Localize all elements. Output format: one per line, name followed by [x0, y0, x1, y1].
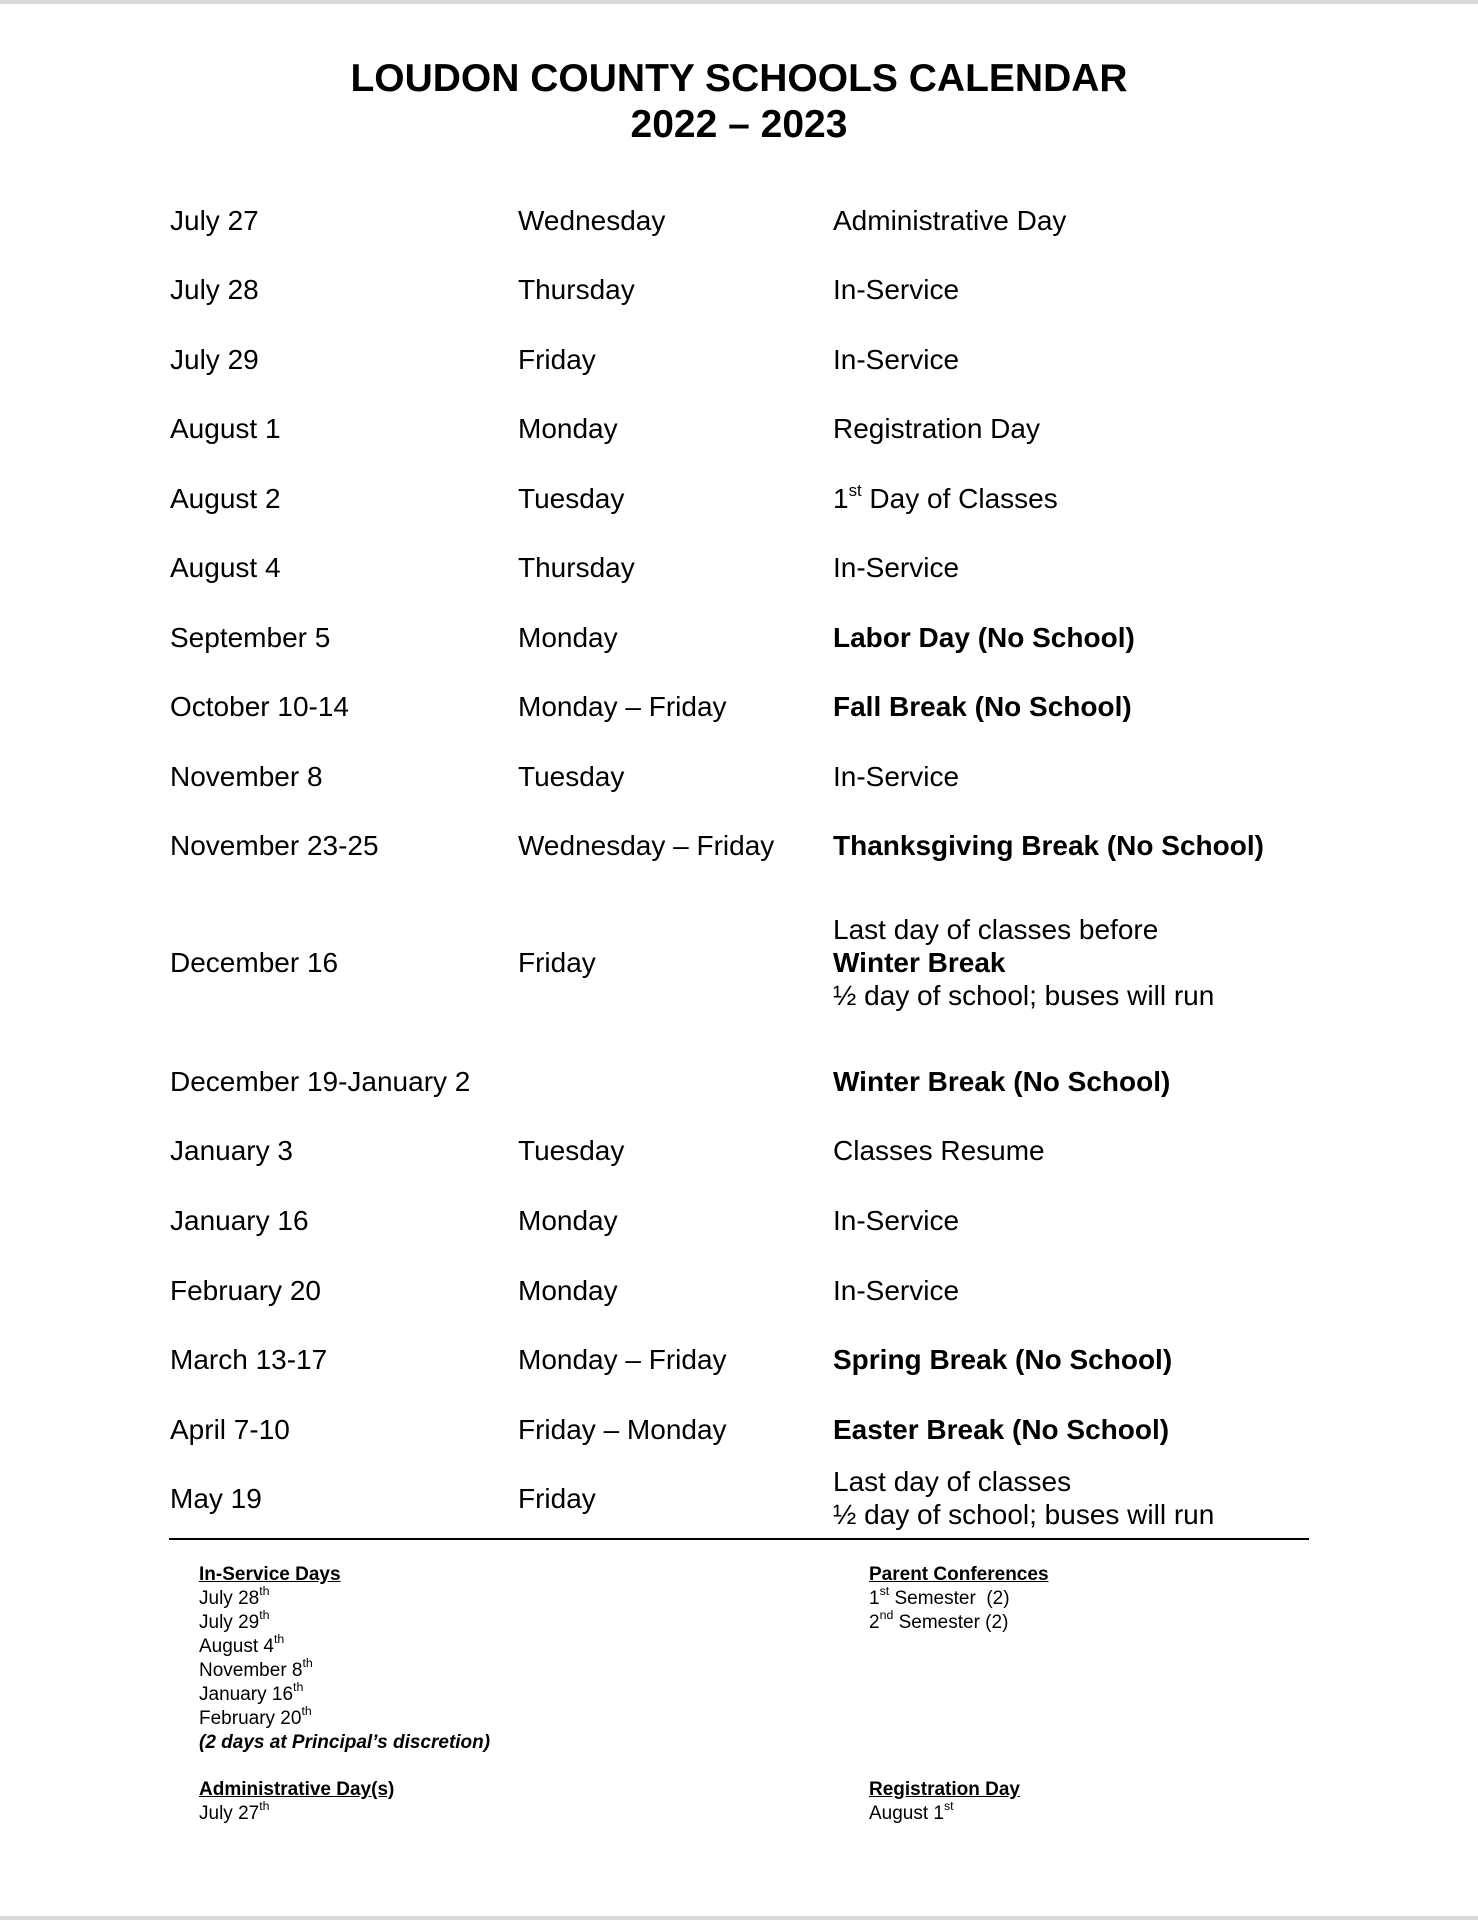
row-date: December 16 — [170, 947, 339, 978]
page-title — [0, 56, 1478, 148]
row-date: October 10-14 — [170, 691, 349, 722]
row-day: Tuesday — [518, 1135, 625, 1166]
row-event: In-Service — [833, 1275, 960, 1306]
registration-day-block — [869, 1778, 1020, 1826]
row-day: Tuesday — [518, 483, 625, 514]
row-event-line: Last day of classes — [833, 1466, 1072, 1497]
row-day: Monday — [518, 413, 618, 444]
row-event: Thanksgiving Break (No School) — [833, 830, 1264, 861]
row-event: In-Service — [833, 552, 960, 583]
inservice-item: August 4th — [199, 1632, 285, 1657]
registration-item: August 1st — [869, 1799, 954, 1824]
row-date: November 8 — [170, 761, 323, 792]
conference-item: 1st Semester (2) — [869, 1584, 1010, 1609]
row-date: August 2 — [170, 483, 281, 514]
inservice-item: July 29th — [199, 1608, 270, 1633]
row-event: Labor Day (No School) — [833, 622, 1135, 653]
row-day: Thursday — [518, 552, 635, 583]
admin-heading: Administrative Day(s) — [199, 1779, 395, 1800]
inservice-days-block — [199, 1563, 490, 1755]
row-date: May 19 — [170, 1483, 262, 1514]
row-day: Friday – Monday — [518, 1414, 727, 1445]
row-date: August 4 — [170, 552, 281, 583]
row-event-line: Last day of classes before — [833, 914, 1159, 945]
row-date: July 29 — [170, 344, 259, 375]
row-date: January 16 — [170, 1205, 309, 1236]
row-event: In-Service — [833, 1205, 960, 1236]
row-day: Monday — [518, 1205, 618, 1236]
row-day: Monday – Friday — [518, 1344, 727, 1375]
row-event: Administrative Day — [833, 205, 1067, 236]
row-day: Thursday — [518, 274, 635, 305]
bottom-border — [0, 1916, 1478, 1920]
conference-item: 2nd Semester (2) — [869, 1608, 1009, 1633]
row-day: Monday — [518, 622, 618, 653]
row-event: In-Service — [833, 761, 960, 792]
row-event: In-Service — [833, 274, 960, 305]
inservice-item: January 16th — [199, 1680, 304, 1705]
row-event: 1st Day of Classes — [833, 481, 1058, 514]
row-day: Monday – Friday — [518, 691, 727, 722]
row-event-line: ½ day of school; buses will run — [833, 980, 1215, 1011]
inservice-item: November 8th — [199, 1656, 313, 1681]
row-date: September 5 — [170, 622, 331, 653]
row-day: Friday — [518, 947, 596, 978]
inservice-item: July 28th — [199, 1584, 270, 1609]
row-event: Classes Resume — [833, 1135, 1045, 1166]
row-event: Registration Day — [833, 413, 1040, 444]
row-day: Monday — [518, 1275, 618, 1306]
row-date: August 1 — [170, 413, 281, 444]
parent-conferences-block — [869, 1563, 1049, 1635]
row-day: Wednesday — [518, 205, 666, 236]
row-event: Fall Break (No School) — [833, 691, 1132, 722]
title-line-1: LOUDON COUNTY SCHOOLS CALENDAR — [350, 57, 1128, 100]
row-date: March 13-17 — [170, 1344, 328, 1375]
row-date: December 19-January 2 — [170, 1066, 471, 1097]
admin-item: July 27th — [199, 1799, 270, 1824]
row-event: Easter Break (No School) — [833, 1414, 1170, 1445]
row-date: July 27 — [170, 205, 259, 236]
row-event-line: ½ day of school; buses will run — [833, 1499, 1215, 1530]
row-event: Winter Break (No School) — [833, 1066, 1171, 1097]
top-border — [0, 0, 1478, 4]
row-date: July 28 — [170, 274, 259, 305]
row-date: November 23-25 — [170, 830, 379, 861]
row-event: In-Service — [833, 344, 960, 375]
inservice-heading: In-Service Days — [199, 1564, 341, 1585]
section-divider — [169, 1538, 1309, 1540]
registration-heading: Registration Day — [869, 1779, 1020, 1800]
row-event: Spring Break (No School) — [833, 1344, 1173, 1375]
row-date: February 20 — [170, 1275, 321, 1306]
inservice-note: (2 days at Principal’s discretion) — [199, 1732, 491, 1753]
inservice-item: February 20th — [199, 1704, 312, 1729]
row-day: Tuesday — [518, 761, 625, 792]
administrative-days-block — [199, 1778, 394, 1826]
conferences-heading: Parent Conferences — [869, 1564, 1049, 1585]
row-event-line: Winter Break — [833, 947, 1006, 978]
row-day: Wednesday – Friday — [518, 830, 775, 861]
row-date: January 3 — [170, 1135, 293, 1166]
title-line-2: 2022 – 2023 — [630, 103, 848, 146]
row-date: April 7-10 — [170, 1414, 290, 1445]
row-day: Friday — [518, 344, 596, 375]
row-day: Friday — [518, 1483, 596, 1514]
